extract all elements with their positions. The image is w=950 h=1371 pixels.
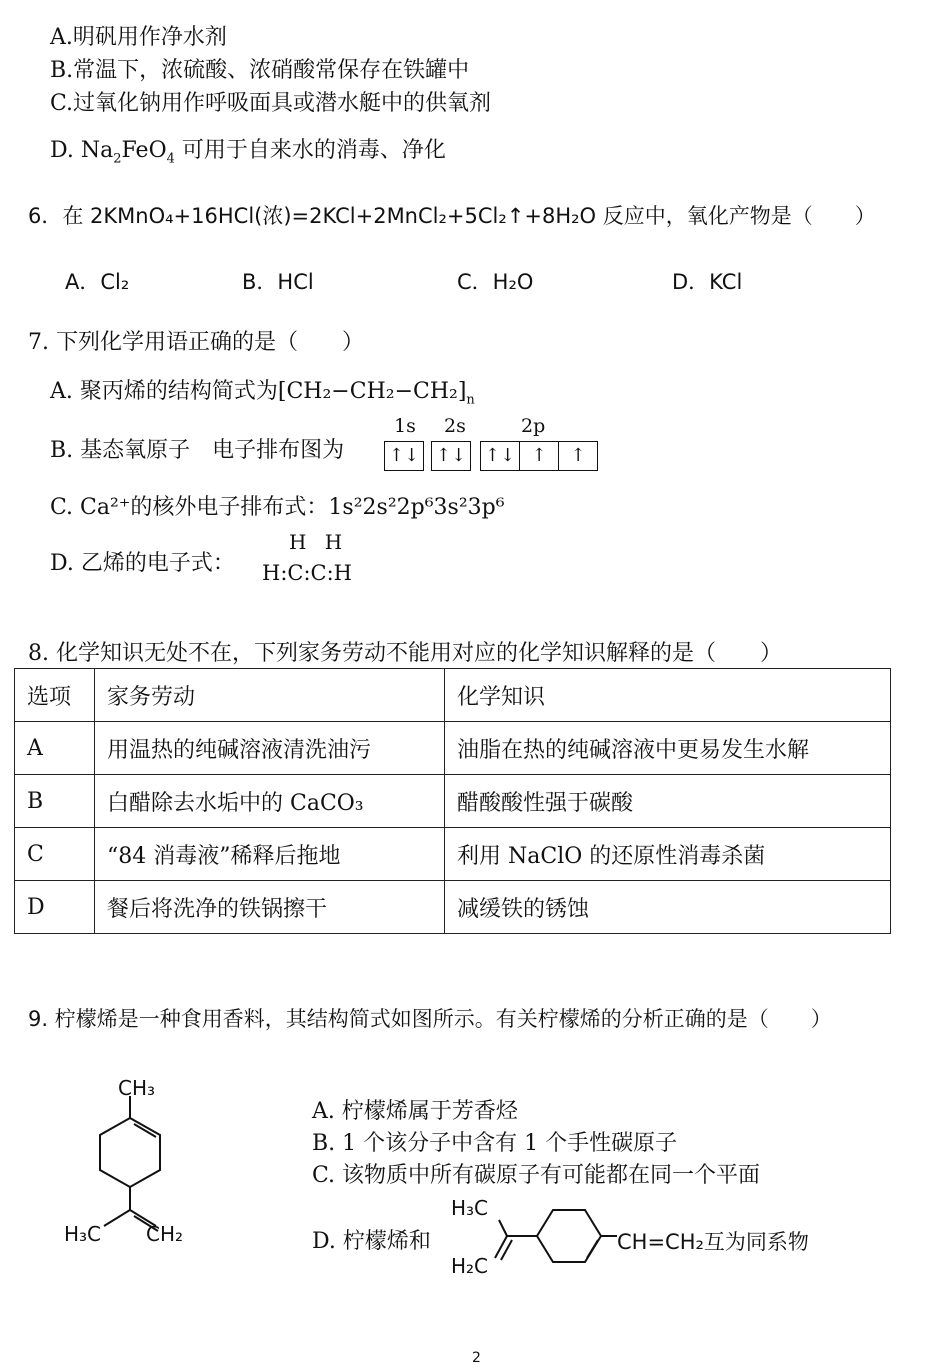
orbital-label-1s: 1s — [394, 415, 416, 437]
q9-option-a: A. 柠檬烯属于芳香烃 — [312, 1099, 518, 1124]
q6-option-b: B．HCl — [242, 270, 314, 294]
page-number: 2 — [472, 1350, 481, 1366]
table-cell: C — [15, 828, 95, 881]
q6-option-d: D．KCl — [672, 270, 743, 294]
q5-option-c: C.过氧化钠用作呼吸面具或潜水艇中的供氧剂 — [50, 91, 492, 116]
orbital-box-2s — [431, 441, 471, 471]
q9-option-c: C. 该物质中所有碳原子有可能都在同一个平面 — [312, 1163, 761, 1188]
q5-option-b: B.常温下，浓硫酸、浓硝酸常保存在铁罐中 — [50, 58, 470, 83]
q9-stem: 9. 柠檬烯是一种食用香料，其结构简式如图所示。有关柠檬烯的分析正确的是（ ） — [28, 1007, 832, 1031]
orbital-cell: ↑ — [520, 442, 559, 470]
table-cell: “84 消毒液”稀释后拖地 — [95, 828, 445, 881]
orbital-box-1s — [384, 441, 424, 471]
struct-ch3: CH₃ — [118, 1076, 156, 1100]
table-cell: 利用 NaClO 的还原性消毒杀菌 — [445, 828, 891, 881]
ethylene-h-top: H H — [289, 530, 349, 554]
orbital-box-2p — [480, 441, 598, 471]
q7-option-a: A. 聚丙烯的结构简式为$[CH_2-CH_2-CH_2]_n$ — [50, 379, 475, 408]
orbital-label-2p: 2p — [521, 415, 546, 437]
table-header: 家务劳动 — [95, 669, 445, 722]
table-cell: 用温热的纯碱溶液清洗油污 — [95, 722, 445, 775]
option-d-h2c: H₂C — [451, 1254, 489, 1278]
q8-table — [14, 668, 891, 934]
orbital-cell: ↑↓ — [388, 445, 420, 466]
table-cell: 油脂在热的纯碱溶液中更易发生水解 — [445, 722, 891, 775]
q6-option-a: A．Cl₂ — [65, 270, 130, 294]
q7-stem: 7. 下列化学用语正确的是（ ） — [28, 330, 364, 355]
electron-config: 1s²2s²2p⁶3s²3p⁶ — [328, 495, 505, 520]
table-row — [15, 881, 891, 934]
q7-option-d-label: D. 乙烯的电子式： — [50, 551, 235, 576]
q5-option-a: A.明矾用作净水剂 — [50, 25, 227, 50]
orbital-cell: ↑ — [570, 445, 586, 466]
table-cell: 减缓铁的锈蚀 — [445, 881, 891, 934]
polypropylene-formula: [CH₂−CH₂−CH₂] — [277, 379, 467, 404]
table-cell: 餐后将洗净的铁锅擦干 — [95, 881, 445, 934]
option-d-tail: CH=CH₂互为同系物 — [617, 1230, 809, 1254]
table-cell: 白醋除去水垢中的 CaCO₃ — [95, 775, 445, 828]
option-d-h3c: H₃C — [451, 1196, 489, 1220]
table-header: 选项 — [15, 669, 95, 722]
q9-option-d-label: D. 柠檬烯和 — [312, 1229, 431, 1254]
q6-option-c: C．H₂O — [457, 270, 534, 294]
table-cell: D — [15, 881, 95, 934]
q7-option-c: C. Ca²⁺的核外电子排布式：1s²2s²2p⁶3s²3p⁶ — [50, 495, 505, 520]
struct-ch2: CH₂ — [146, 1222, 184, 1246]
q7-option-b-label: B. 基态氧原子 电子排布图为 — [50, 438, 345, 463]
orbital-cell: ↑↓ — [435, 445, 467, 466]
orbital-label-2s: 2s — [444, 415, 466, 437]
q9-option-b: B. 1 个该分子中含有 1 个手性碳原子 — [312, 1131, 678, 1156]
table-header: 化学知识 — [445, 669, 891, 722]
q5-option-d: D. $Na_2FeO_4$ 可用于自来水的消毒、净化 — [50, 138, 446, 167]
table-header-row — [15, 669, 891, 722]
orbital-cell: ↑↓ — [481, 442, 520, 470]
table-row — [15, 775, 891, 828]
ethylene-electron-formula: H:C:C:H — [262, 561, 352, 585]
table-cell: B — [15, 775, 95, 828]
q6-stem: 6．在 2KMnO₄+16HCl(浓)=2KCl+2MnCl₂+5Cl₂↑+8H₂O 反应中，氧化产物是（ ） — [28, 204, 876, 228]
q8-stem: 8. 化学知识无处不在，下列家务劳动不能用对应的化学知识解释的是（ ） — [28, 641, 782, 666]
table-row — [15, 722, 891, 775]
table-cell: A — [15, 722, 95, 775]
table-cell: 醋酸酸性强于碳酸 — [445, 775, 891, 828]
table-row — [15, 828, 891, 881]
struct-h3c: H₃C — [64, 1222, 102, 1246]
